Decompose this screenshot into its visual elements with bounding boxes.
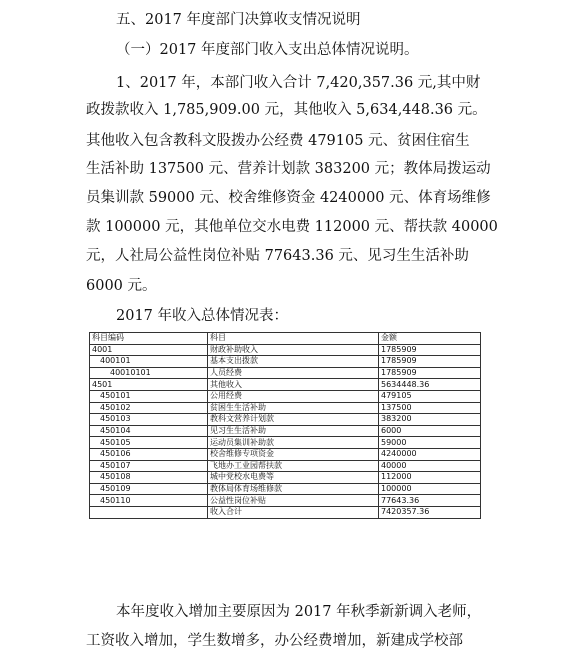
table-row [90,390,481,402]
paragraph-line: 1、2017 年，本部门收入合计 7,420,357.36 元,其中财 [116,75,481,91]
section-heading: 五、2017 年度部门决算收支情况说明 [116,12,361,28]
paragraph-line: 款 100000 元，其他单位交水电费 112000 元、帮扶款 40000 [86,219,498,235]
paragraph-line: 生活补助 137500 元、营养计划款 383200 元；教体局拨运动 [86,161,491,177]
paragraph-line: 其他收入包含教科文股拨办公经费 479105 元、贫困住宿生 [86,133,470,149]
table-row [90,344,481,356]
table-row [90,483,481,495]
closing-line: 工资收入增加，学生数增多，办公经费增加，新建成学校部 [86,633,463,649]
cell-code [90,506,208,518]
table-row [90,414,481,426]
cell-amount: 100000 [379,483,481,495]
header-code: 科目编码 [90,333,208,345]
table-row [90,437,481,449]
cell-code: 450105 [90,437,208,449]
cell-subject: 教体局体育场维修款 [208,483,379,495]
cell-code: 450110 [90,495,208,507]
cell-code: 450107 [90,460,208,472]
paragraph-line: 员集训款 59000 元、校舍维修资金 4240000 元、体育场维修 [86,190,491,206]
cell-amount: 1785909 [379,344,481,356]
cell-code: 4501 [90,379,208,391]
cell-subject: 城中党校水电费等 [208,472,379,484]
cell-subject: 贫困生生活补助 [208,402,379,414]
cell-amount: 1785909 [379,367,481,379]
table-header-row [90,333,481,345]
cell-amount: 137500 [379,402,481,414]
header-subject: 科目 [208,333,379,345]
table-row [90,495,481,507]
table-row [90,356,481,368]
cell-subject: 校舍维修专项资金 [208,448,379,460]
cell-amount: 479105 [379,390,481,402]
cell-amount: 4240000 [379,448,481,460]
cell-code: 450104 [90,425,208,437]
cell-subject: 财政补助收入 [208,344,379,356]
cell-code: 400101 [90,356,208,368]
closing-line: 本年度收入增加主要原因为 2017 年秋季新新调入老师， [116,604,482,620]
table-row [90,425,481,437]
cell-subject: 公用经费 [208,390,379,402]
table-row [90,379,481,391]
cell-code: 450109 [90,483,208,495]
cell-amount: 383200 [379,414,481,426]
cell-code: 450102 [90,402,208,414]
cell-code: 40010101 [90,367,208,379]
cell-subject: 教科文营养计划款 [208,414,379,426]
table-row [90,448,481,460]
cell-subject: 基本支出拨款 [208,356,379,368]
cell-code: 450101 [90,390,208,402]
cell-amount: 6000 [379,425,481,437]
table-caption: 2017 年收入总体情况表： [116,308,289,324]
table-row [90,472,481,484]
header-amount: 金额 [379,333,481,345]
cell-subject: 飞地办工业园帮扶款 [208,460,379,472]
cell-code: 450103 [90,414,208,426]
cell-amount: 112000 [379,472,481,484]
cell-code: 450108 [90,472,208,484]
table-row [90,460,481,472]
cell-code: 450106 [90,448,208,460]
paragraph-line: 6000 元。 [86,278,157,294]
cell-subject: 见习生生活补助 [208,425,379,437]
cell-subject: 运动员集训补助款 [208,437,379,449]
cell-amount: 40000 [379,460,481,472]
cell-amount: 5634448.36 [379,379,481,391]
table-row [90,506,481,518]
cell-amount: 77643.36 [379,495,481,507]
income-table [89,332,481,519]
cell-subject: 收入合计 [208,506,379,518]
cell-amount: 1785909 [379,356,481,368]
cell-subject: 公益性岗位补贴 [208,495,379,507]
table-row [90,402,481,414]
cell-subject: 人员经费 [208,367,379,379]
cell-amount: 7420357.36 [379,506,481,518]
paragraph-line: 政拨款收入 1,785,909.00 元，其他收入 5,634,448.36 元。 [86,102,487,118]
paragraph-line: 元，人社局公益性岗位补贴 77643.36 元、见习生生活补助 [86,248,469,264]
table-row [90,367,481,379]
cell-code: 4001 [90,344,208,356]
cell-amount: 59000 [379,437,481,449]
cell-subject: 其他收入 [208,379,379,391]
section-subheading: （一）2017 年度部门收入支出总体情况说明。 [116,42,419,58]
